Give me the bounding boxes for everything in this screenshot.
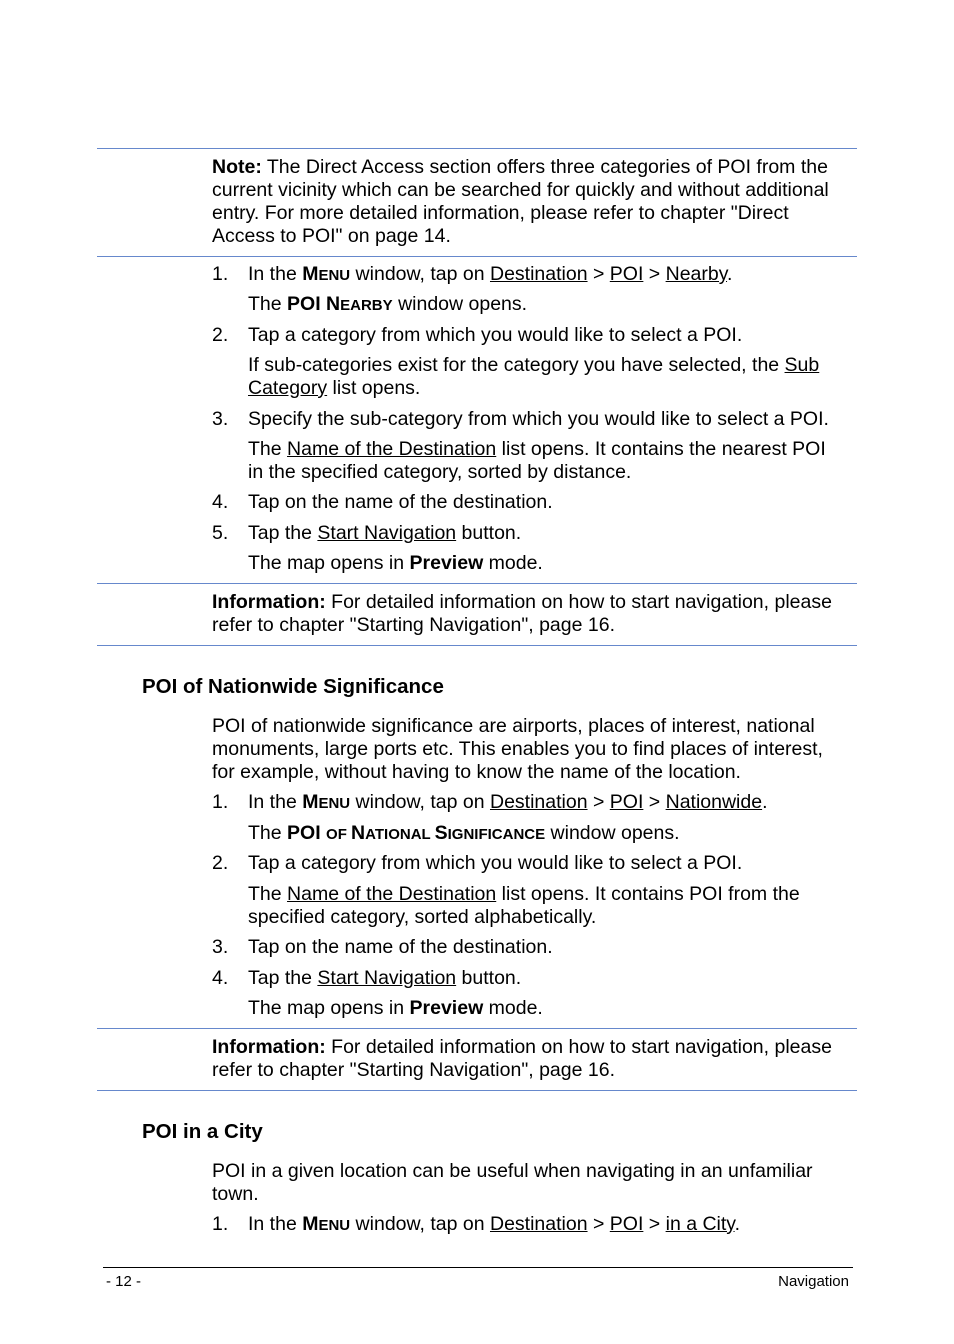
sub-category-link[interactable]: Sub (784, 354, 820, 376)
text: M (302, 1213, 319, 1235)
menu-smallcaps (302, 1213, 350, 1235)
text: N (326, 293, 341, 315)
paragraph-line: town. (212, 1183, 259, 1205)
note-line-2: current vicinity which can be searched for quickly and without additional (212, 179, 829, 201)
step-text (248, 1213, 740, 1237)
footer-rule (103, 1267, 853, 1268)
paragraph-line: for example, without having to know the name of the location. (212, 761, 741, 783)
step-text: Tap on the name of the destination. (248, 936, 553, 958)
info-label: Information: (212, 1036, 326, 1058)
step-text: Tap a category from which you would like to select a POI. (248, 852, 743, 874)
info-bottom-rule (97, 645, 857, 646)
section-heading: POI in a City (142, 1120, 263, 1143)
poi-link[interactable]: POI (609, 791, 644, 813)
paragraph-line: monuments, large ports etc. This enables you to find places of interest, (212, 738, 823, 760)
text: IGNIFICANCE (447, 826, 546, 843)
nationwide-link[interactable]: Nationwide (665, 791, 763, 813)
paragraph-line: POI in a given location can be useful when navigating in an unfamiliar (212, 1160, 813, 1182)
step-result: in the specified category, sorted by distance. (248, 461, 632, 483)
text: window, tap on (350, 1213, 490, 1235)
text: list opens. It contains POI from the (496, 883, 800, 905)
info-bottom-rule (97, 1090, 857, 1091)
text: window opens. (545, 822, 680, 844)
step-result (248, 377, 420, 400)
text: POI (287, 293, 327, 315)
text: The (248, 822, 288, 844)
step-result (248, 997, 543, 1020)
destination-link[interactable]: Destination (489, 791, 588, 813)
info-line-1 (212, 1036, 832, 1059)
text: S (434, 822, 448, 844)
step-text: Tap on the name of the destination. (248, 491, 553, 513)
text: window, tap on (350, 263, 490, 285)
text: The map opens in (248, 552, 410, 574)
step-text (248, 263, 732, 287)
text: M (302, 791, 319, 813)
text: Tap the (248, 522, 318, 544)
text: > (587, 1213, 610, 1235)
step-number: 5. (212, 522, 229, 544)
step-number: 3. (212, 408, 229, 430)
note-line-3: entry. For more detailed information, please refer to chapter "Direct (212, 202, 789, 224)
text (287, 293, 393, 315)
text: > (643, 1213, 666, 1235)
text: Preview (409, 552, 484, 574)
text: > (643, 263, 666, 285)
text: For detailed information on how to start navigation, please (325, 1036, 832, 1058)
start-navigation-link[interactable]: Start Navigation (317, 967, 457, 989)
paragraph-line: POI of nationwide significance are airports, places of interest, national (212, 715, 815, 737)
text: list opens. It contains the nearest POI (496, 438, 826, 460)
step-text: Tap a category from which you would like to select a POI. (248, 324, 743, 346)
text: . (734, 1213, 741, 1235)
info-label: Information: (212, 591, 326, 613)
note-label: Note: (212, 156, 262, 178)
name-of-destination-link[interactable]: Name of the Destination (287, 883, 497, 905)
info-top-rule (97, 583, 857, 584)
step-result (248, 552, 543, 575)
section-heading: POI of Nationwide Significance (142, 675, 444, 698)
info-top-rule (97, 1028, 857, 1029)
info-line-1 (212, 591, 832, 614)
text: The (248, 883, 288, 905)
text: The (248, 293, 288, 315)
name-of-destination-link[interactable]: Name of the Destination (287, 438, 497, 460)
step-number: 1. (212, 1213, 229, 1235)
text: OF (326, 826, 352, 843)
step-result (248, 883, 800, 906)
start-navigation-link[interactable]: Start Navigation (317, 522, 457, 544)
page-number: - 12 - (106, 1273, 142, 1290)
text: For detailed information on how to start navigation, please (325, 591, 832, 613)
text: button. (456, 522, 522, 544)
text: The map opens in (248, 997, 410, 1019)
step-number: 2. (212, 852, 229, 874)
text: > (587, 263, 610, 285)
poi-link[interactable]: POI (609, 263, 644, 285)
text: mode. (483, 997, 543, 1019)
menu-smallcaps (302, 263, 350, 285)
footer-section: Navigation (778, 1273, 849, 1290)
step-result (248, 822, 680, 846)
note-line-1 (212, 156, 828, 179)
text: If sub-categories exist for the category you have selected, the (248, 354, 785, 376)
text: list opens. (327, 377, 421, 399)
text: . (727, 263, 733, 285)
step-number: 4. (212, 967, 229, 989)
step-number: 1. (212, 791, 229, 813)
text (287, 822, 545, 844)
text: N (351, 822, 366, 844)
step-text (248, 522, 521, 545)
text: button. (456, 967, 522, 989)
step-number: 2. (212, 324, 229, 346)
nearby-link[interactable]: Nearby (665, 263, 728, 285)
text: ENU (318, 795, 351, 812)
text: The (248, 438, 288, 460)
step-result (248, 293, 527, 317)
poi-link[interactable]: POI (609, 1213, 644, 1235)
text: ATIONAL (365, 826, 435, 843)
text: ENU (318, 1217, 351, 1234)
step-text: Specify the sub-category from which you would like to select a POI. (248, 408, 829, 430)
text: mode. (483, 552, 543, 574)
text: > (587, 791, 610, 813)
text: ENU (318, 267, 351, 284)
sub-category-link[interactable]: Category (248, 377, 328, 399)
step-text (248, 791, 768, 815)
step-number: 3. (212, 936, 229, 958)
menu-smallcaps (302, 791, 350, 813)
text: window, tap on (350, 791, 490, 813)
destination-link[interactable]: Destination (489, 263, 588, 285)
note-bottom-rule (97, 256, 857, 257)
step-result (248, 438, 826, 461)
note-top-rule (97, 148, 857, 149)
text: M (302, 263, 319, 285)
text: In the (248, 1213, 303, 1235)
info-line-2: refer to chapter "Starting Navigation", page 16. (212, 614, 615, 636)
text: In the (248, 263, 303, 285)
text: POI (287, 822, 327, 844)
text: Tap the (248, 967, 318, 989)
text: Preview (409, 997, 484, 1019)
text: > (643, 791, 666, 813)
destination-link[interactable]: Destination (489, 1213, 588, 1235)
info-line-2: refer to chapter "Starting Navigation", page 16. (212, 1059, 615, 1081)
step-number: 4. (212, 491, 229, 513)
text: In the (248, 791, 303, 813)
text: . (762, 791, 768, 813)
note-line-4: Access to POI" on page 14. (212, 225, 451, 247)
note-text: The Direct Access section offers three categories of POI from the (261, 156, 828, 178)
in-a-city-link[interactable]: in a City (665, 1213, 735, 1235)
text: EARBY (340, 297, 393, 314)
step-result (248, 354, 819, 377)
text: window opens. (392, 293, 528, 315)
step-number: 1. (212, 263, 229, 285)
step-result: specified category, sorted alphabetically. (248, 906, 597, 928)
step-text (248, 967, 521, 990)
